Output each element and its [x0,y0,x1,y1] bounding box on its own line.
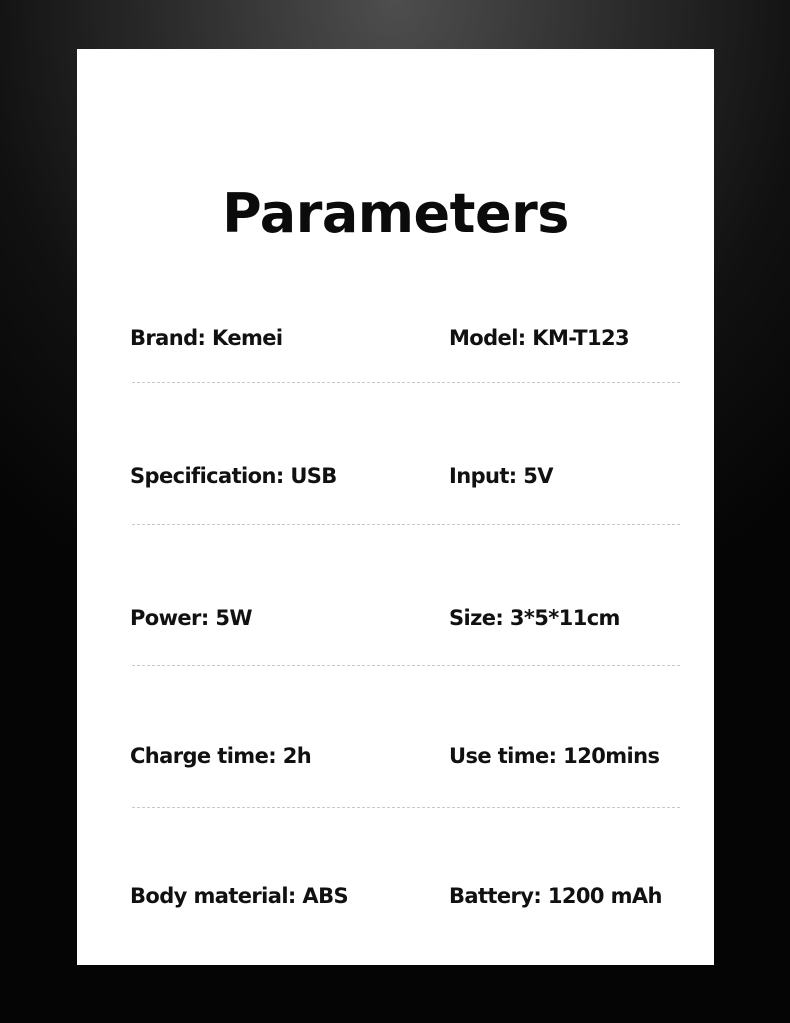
row-divider [132,665,680,666]
spec-row-charge-use-time [130,741,680,771]
spec-charge-time: Charge time: 2h [130,744,312,768]
spec-specification: Specification: USB [130,464,337,488]
spec-battery: Battery: 1200 mAh [449,884,662,908]
spec-row-material-battery [130,881,680,911]
row-divider [132,382,680,383]
spec-row-specification-input [130,461,680,491]
parameters-card [77,49,714,965]
spec-use-time: Use time: 120mins [449,744,660,768]
spec-body-material: Body material: ABS [130,884,349,908]
spec-model: Model: KM-T123 [449,326,630,350]
spec-row-brand-model [130,323,680,353]
spec-brand: Brand: Kemei [130,326,283,350]
row-divider [132,807,680,808]
spec-size: Size: 3*5*11cm [449,606,620,630]
spec-row-power-size [130,603,680,633]
row-divider [132,524,680,525]
page-title: Parameters [222,182,569,245]
spec-input: Input: 5V [449,464,553,488]
spec-power: Power: 5W [130,606,252,630]
